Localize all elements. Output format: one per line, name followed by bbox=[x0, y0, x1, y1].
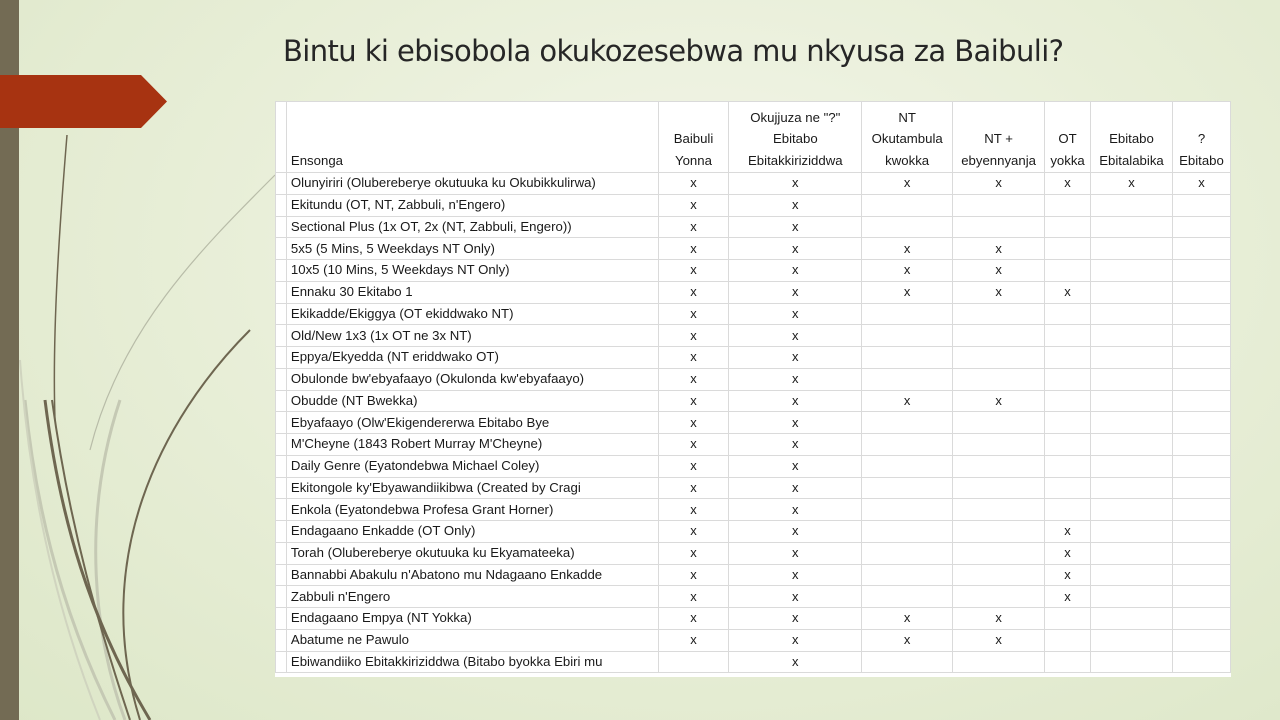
check-cell: x bbox=[658, 260, 729, 282]
column-header bbox=[1172, 102, 1230, 173]
check-cell: x bbox=[862, 608, 953, 630]
check-cell bbox=[1091, 194, 1173, 216]
check-cell: x bbox=[1091, 173, 1173, 195]
check-cell: x bbox=[729, 521, 862, 543]
header-line-3: ebyennyanja bbox=[961, 152, 1036, 168]
row-index-cell bbox=[276, 412, 287, 434]
check-cell bbox=[1045, 347, 1091, 369]
check-cell: x bbox=[1045, 542, 1091, 564]
check-cell: x bbox=[658, 303, 729, 325]
row-index-cell bbox=[276, 455, 287, 477]
row-index-cell bbox=[276, 216, 287, 238]
check-cell bbox=[953, 194, 1045, 216]
check-cell bbox=[1091, 586, 1173, 608]
check-cell: x bbox=[729, 499, 862, 521]
check-cell bbox=[953, 542, 1045, 564]
row-index-cell bbox=[276, 173, 287, 195]
row-index-cell bbox=[276, 629, 287, 651]
plan-name-cell: Obulonde bw'ebyafaayo (Okulonda kw'ebyafaayo) bbox=[286, 368, 658, 390]
header-line-3: Ebitabo bbox=[1179, 152, 1224, 168]
table-row bbox=[276, 586, 1231, 608]
header-line-1 bbox=[1177, 107, 1226, 129]
row-index-header bbox=[276, 102, 287, 173]
check-cell bbox=[1172, 651, 1230, 673]
check-cell: x bbox=[729, 368, 862, 390]
header-line-2: Okutambula bbox=[871, 131, 943, 146]
check-cell bbox=[953, 521, 1045, 543]
check-cell bbox=[1091, 368, 1173, 390]
header-row bbox=[276, 102, 1231, 173]
check-cell bbox=[862, 586, 953, 608]
check-cell bbox=[862, 412, 953, 434]
check-cell bbox=[953, 455, 1045, 477]
table-row bbox=[276, 325, 1231, 347]
check-cell bbox=[1091, 434, 1173, 456]
plan-name-cell: Ekitongole ky'Ebyawandiikibwa (Created by Cragi bbox=[286, 477, 658, 499]
check-cell bbox=[1045, 651, 1091, 673]
column-header bbox=[1045, 102, 1091, 173]
check-cell bbox=[1091, 477, 1173, 499]
header-line-1 bbox=[1049, 107, 1086, 129]
plan-name-cell: Ekikadde/Ekiggya (OT ekiddwako NT) bbox=[286, 303, 658, 325]
check-cell bbox=[1172, 216, 1230, 238]
check-cell: x bbox=[1045, 586, 1091, 608]
check-cell: x bbox=[862, 260, 953, 282]
table-row bbox=[276, 303, 1231, 325]
table-body bbox=[276, 173, 1231, 673]
check-cell: x bbox=[658, 173, 729, 195]
table-row bbox=[276, 412, 1231, 434]
check-cell bbox=[953, 303, 1045, 325]
check-cell: x bbox=[729, 455, 862, 477]
header-line-1: NT bbox=[898, 109, 916, 125]
check-cell: x bbox=[729, 173, 862, 195]
table-row bbox=[276, 477, 1231, 499]
check-cell bbox=[1172, 629, 1230, 651]
row-index-cell bbox=[276, 564, 287, 586]
check-cell bbox=[1091, 238, 1173, 260]
check-cell: x bbox=[729, 564, 862, 586]
check-cell bbox=[1091, 521, 1173, 543]
check-cell: x bbox=[658, 238, 729, 260]
table-row bbox=[276, 521, 1231, 543]
check-cell bbox=[862, 499, 953, 521]
check-cell bbox=[862, 477, 953, 499]
plan-name-cell: Daily Genre (Eyatondebwa Michael Coley) bbox=[286, 455, 658, 477]
check-cell: x bbox=[658, 325, 729, 347]
row-index-cell bbox=[276, 281, 287, 303]
header-line-2 bbox=[291, 128, 654, 150]
plan-name-cell: Zabbuli n'Engero bbox=[286, 586, 658, 608]
check-cell bbox=[1172, 281, 1230, 303]
check-cell bbox=[953, 216, 1045, 238]
check-cell bbox=[1172, 608, 1230, 630]
header-line-3: Ensonga bbox=[290, 152, 343, 168]
plan-name-cell: Abatume ne Pawulo bbox=[286, 629, 658, 651]
column-header bbox=[1091, 102, 1173, 173]
plan-name-cell: Endagaano Empya (NT Yokka) bbox=[286, 608, 658, 630]
check-cell bbox=[862, 434, 953, 456]
check-cell bbox=[1045, 325, 1091, 347]
check-cell: x bbox=[729, 216, 862, 238]
plan-name-cell: Ebyafaayo (Olw'Ekigendererwa Ebitabo Bye bbox=[286, 412, 658, 434]
plan-name-cell: Eppya/Ekyedda (NT eriddwako OT) bbox=[286, 347, 658, 369]
check-cell: x bbox=[658, 542, 729, 564]
check-cell bbox=[1172, 390, 1230, 412]
check-cell bbox=[862, 194, 953, 216]
check-cell bbox=[1091, 564, 1173, 586]
table-row bbox=[276, 651, 1231, 673]
check-cell: x bbox=[658, 368, 729, 390]
row-index-cell bbox=[276, 586, 287, 608]
check-cell: x bbox=[862, 173, 953, 195]
check-cell: x bbox=[729, 629, 862, 651]
plan-name-cell: Old/New 1x3 (1x OT ne 3x NT) bbox=[286, 325, 658, 347]
check-cell bbox=[1172, 455, 1230, 477]
check-cell bbox=[1091, 499, 1173, 521]
check-cell bbox=[1172, 238, 1230, 260]
table-row bbox=[276, 260, 1231, 282]
check-cell: x bbox=[729, 542, 862, 564]
plan-name-cell: Ekitundu (OT, NT, Zabbuli, n'Engero) bbox=[286, 194, 658, 216]
check-cell: x bbox=[862, 281, 953, 303]
check-cell: x bbox=[658, 216, 729, 238]
header-line-1: Okujjuza ne "?" bbox=[750, 109, 841, 125]
check-cell bbox=[862, 347, 953, 369]
check-cell bbox=[1091, 390, 1173, 412]
check-cell bbox=[862, 455, 953, 477]
check-cell bbox=[1091, 651, 1173, 673]
check-cell bbox=[1091, 608, 1173, 630]
plan-name-cell: Endagaano Enkadde (OT Only) bbox=[286, 521, 658, 543]
table-row bbox=[276, 368, 1231, 390]
check-cell bbox=[1045, 368, 1091, 390]
check-cell bbox=[1045, 260, 1091, 282]
plan-name-cell: M'Cheyne (1843 Robert Murray M'Cheyne) bbox=[286, 434, 658, 456]
check-cell bbox=[1045, 194, 1091, 216]
row-index-cell bbox=[276, 260, 287, 282]
header-line-2: NT + bbox=[984, 131, 1013, 146]
check-cell: x bbox=[953, 173, 1045, 195]
plan-name-cell: Enkola (Eyatondebwa Profesa Grant Horner) bbox=[286, 499, 658, 521]
check-cell: x bbox=[729, 303, 862, 325]
plan-name-cell: Olunyiriri (Olubereberye okutuuka ku Okubikkulirwa) bbox=[286, 173, 658, 195]
check-cell bbox=[1045, 455, 1091, 477]
check-cell: x bbox=[729, 477, 862, 499]
check-cell: x bbox=[729, 325, 862, 347]
check-cell: x bbox=[658, 521, 729, 543]
check-cell bbox=[658, 651, 729, 673]
header-line-1 bbox=[957, 107, 1040, 129]
header-line-2: Baibuli bbox=[673, 131, 714, 146]
check-cell bbox=[953, 347, 1045, 369]
check-cell: x bbox=[729, 651, 862, 673]
table-row bbox=[276, 455, 1231, 477]
check-cell bbox=[862, 303, 953, 325]
check-cell: x bbox=[729, 434, 862, 456]
check-cell: x bbox=[658, 608, 729, 630]
row-index-cell bbox=[276, 390, 287, 412]
check-cell bbox=[1045, 390, 1091, 412]
arrow-tab-decoration bbox=[0, 75, 167, 128]
check-cell: x bbox=[658, 347, 729, 369]
check-cell bbox=[1045, 216, 1091, 238]
check-cell: x bbox=[658, 499, 729, 521]
check-cell bbox=[1091, 325, 1173, 347]
check-cell bbox=[1172, 434, 1230, 456]
check-cell: x bbox=[658, 586, 729, 608]
check-cell: x bbox=[953, 238, 1045, 260]
check-cell bbox=[1172, 194, 1230, 216]
check-cell bbox=[953, 368, 1045, 390]
check-cell bbox=[1045, 608, 1091, 630]
check-cell: x bbox=[658, 281, 729, 303]
row-index-cell bbox=[276, 194, 287, 216]
reading-plan-table bbox=[275, 101, 1231, 677]
check-cell: x bbox=[658, 434, 729, 456]
check-cell bbox=[862, 651, 953, 673]
header-line-2: Ebitabo bbox=[1109, 131, 1154, 146]
plan-name-cell: Ennaku 30 Ekitabo 1 bbox=[286, 281, 658, 303]
column-header bbox=[658, 102, 729, 173]
check-cell bbox=[1091, 347, 1173, 369]
check-cell: x bbox=[862, 390, 953, 412]
check-cell bbox=[1172, 260, 1230, 282]
row-index-cell bbox=[276, 477, 287, 499]
check-cell bbox=[1172, 325, 1230, 347]
check-cell bbox=[1045, 303, 1091, 325]
check-cell: x bbox=[1045, 521, 1091, 543]
check-cell bbox=[862, 368, 953, 390]
column-header bbox=[862, 102, 953, 173]
table-row bbox=[276, 434, 1231, 456]
table-row bbox=[276, 499, 1231, 521]
check-cell bbox=[953, 325, 1045, 347]
row-index-cell bbox=[276, 303, 287, 325]
table-row bbox=[276, 542, 1231, 564]
check-cell: x bbox=[953, 390, 1045, 412]
check-cell: x bbox=[953, 629, 1045, 651]
row-index-cell bbox=[276, 368, 287, 390]
header-line-3: Yonna bbox=[675, 152, 712, 168]
check-cell bbox=[1091, 303, 1173, 325]
plan-name-cell: Obudde (NT Bwekka) bbox=[286, 390, 658, 412]
check-cell: x bbox=[953, 281, 1045, 303]
table-row bbox=[276, 238, 1231, 260]
check-cell: x bbox=[658, 390, 729, 412]
table-row bbox=[276, 629, 1231, 651]
check-cell: x bbox=[862, 629, 953, 651]
check-cell bbox=[1091, 260, 1173, 282]
check-cell: x bbox=[1172, 173, 1230, 195]
header-line-3: kwokka bbox=[885, 152, 930, 168]
check-cell bbox=[1172, 477, 1230, 499]
check-cell: x bbox=[658, 564, 729, 586]
check-cell: x bbox=[1045, 173, 1091, 195]
plan-name-cell: Ebiwandiiko Ebitakkiriziddwa (Bitabo byokka Ebiri mu bbox=[286, 651, 658, 673]
check-cell: x bbox=[953, 260, 1045, 282]
row-index-cell bbox=[276, 347, 287, 369]
check-cell bbox=[953, 651, 1045, 673]
check-cell bbox=[1172, 303, 1230, 325]
check-cell: x bbox=[729, 238, 862, 260]
check-cell bbox=[1045, 477, 1091, 499]
header-line-3: Ebitakkiriziddwa bbox=[748, 152, 843, 168]
check-cell bbox=[1172, 521, 1230, 543]
check-cell bbox=[953, 499, 1045, 521]
check-cell bbox=[1045, 629, 1091, 651]
table-row bbox=[276, 608, 1231, 630]
row-index-cell bbox=[276, 325, 287, 347]
check-cell bbox=[1045, 412, 1091, 434]
column-header bbox=[729, 102, 862, 173]
row-index-cell bbox=[276, 499, 287, 521]
check-cell: x bbox=[1045, 281, 1091, 303]
check-cell: x bbox=[862, 238, 953, 260]
check-cell: x bbox=[729, 608, 862, 630]
check-cell: x bbox=[658, 477, 729, 499]
row-index-cell bbox=[276, 542, 287, 564]
check-cell: x bbox=[729, 194, 862, 216]
row-index-cell bbox=[276, 434, 287, 456]
check-cell bbox=[1045, 434, 1091, 456]
check-cell: x bbox=[658, 629, 729, 651]
check-cell bbox=[1091, 455, 1173, 477]
check-cell bbox=[862, 542, 953, 564]
check-cell bbox=[1091, 412, 1173, 434]
table-row bbox=[276, 194, 1231, 216]
check-cell bbox=[862, 216, 953, 238]
check-cell: x bbox=[729, 281, 862, 303]
check-cell bbox=[1172, 499, 1230, 521]
row-index-cell bbox=[276, 238, 287, 260]
check-cell: x bbox=[953, 608, 1045, 630]
header-line-3: Ebitalabika bbox=[1099, 152, 1164, 168]
header-line-1 bbox=[291, 107, 654, 129]
header-line-2: OT bbox=[1058, 131, 1077, 146]
check-cell bbox=[953, 412, 1045, 434]
row-index-cell bbox=[276, 521, 287, 543]
plan-name-cell: 10x5 (10 Mins, 5 Weekdays NT Only) bbox=[286, 260, 658, 282]
header-line-2: ? bbox=[1197, 131, 1206, 146]
header-line-2: Ebitabo bbox=[772, 131, 818, 146]
check-cell bbox=[1172, 542, 1230, 564]
check-cell bbox=[1091, 281, 1173, 303]
check-cell bbox=[1045, 238, 1091, 260]
check-cell bbox=[1172, 564, 1230, 586]
check-cell bbox=[1091, 216, 1173, 238]
plan-name-cell: 5x5 (5 Mins, 5 Weekdays NT Only) bbox=[286, 238, 658, 260]
column-header bbox=[953, 102, 1045, 173]
check-cell: x bbox=[729, 586, 862, 608]
table-row bbox=[276, 173, 1231, 195]
check-cell: x bbox=[658, 194, 729, 216]
check-cell bbox=[862, 564, 953, 586]
table-row bbox=[276, 281, 1231, 303]
check-cell: x bbox=[729, 390, 862, 412]
table-row bbox=[276, 216, 1231, 238]
plan-name-cell: Bannabbi Abakulu n'Abatono mu Ndagaano Enkadde bbox=[286, 564, 658, 586]
check-cell: x bbox=[658, 412, 729, 434]
check-cell: x bbox=[658, 455, 729, 477]
check-cell bbox=[1172, 368, 1230, 390]
check-cell bbox=[953, 586, 1045, 608]
check-cell bbox=[1172, 347, 1230, 369]
table-row bbox=[276, 564, 1231, 586]
check-cell: x bbox=[729, 347, 862, 369]
check-cell: x bbox=[1045, 564, 1091, 586]
header-line-1 bbox=[663, 107, 725, 129]
plan-name-cell: Torah (Olubereberye okutuuka ku Ekyamateeka) bbox=[286, 542, 658, 564]
table-row bbox=[276, 390, 1231, 412]
header-line-3: yokka bbox=[1050, 152, 1085, 168]
table-row bbox=[276, 347, 1231, 369]
check-cell bbox=[1091, 542, 1173, 564]
check-cell: x bbox=[729, 412, 862, 434]
column-header-ensonga bbox=[286, 102, 658, 173]
check-cell bbox=[1091, 629, 1173, 651]
check-cell bbox=[953, 477, 1045, 499]
check-cell bbox=[1172, 586, 1230, 608]
check-cell bbox=[953, 564, 1045, 586]
header-line-1 bbox=[1095, 107, 1168, 129]
row-index-cell bbox=[276, 608, 287, 630]
plan-name-cell: Sectional Plus (1x OT, 2x (NT, Zabbuli, Engero)) bbox=[286, 216, 658, 238]
check-cell bbox=[953, 434, 1045, 456]
slide-title: Bintu ki ebisobola okukozesebwa mu nkyusa za Baibuli? bbox=[283, 34, 1064, 68]
check-cell bbox=[862, 521, 953, 543]
check-cell bbox=[1045, 499, 1091, 521]
check-cell bbox=[862, 325, 953, 347]
check-cell bbox=[1172, 412, 1230, 434]
check-cell: x bbox=[729, 260, 862, 282]
row-index-cell bbox=[276, 651, 287, 673]
